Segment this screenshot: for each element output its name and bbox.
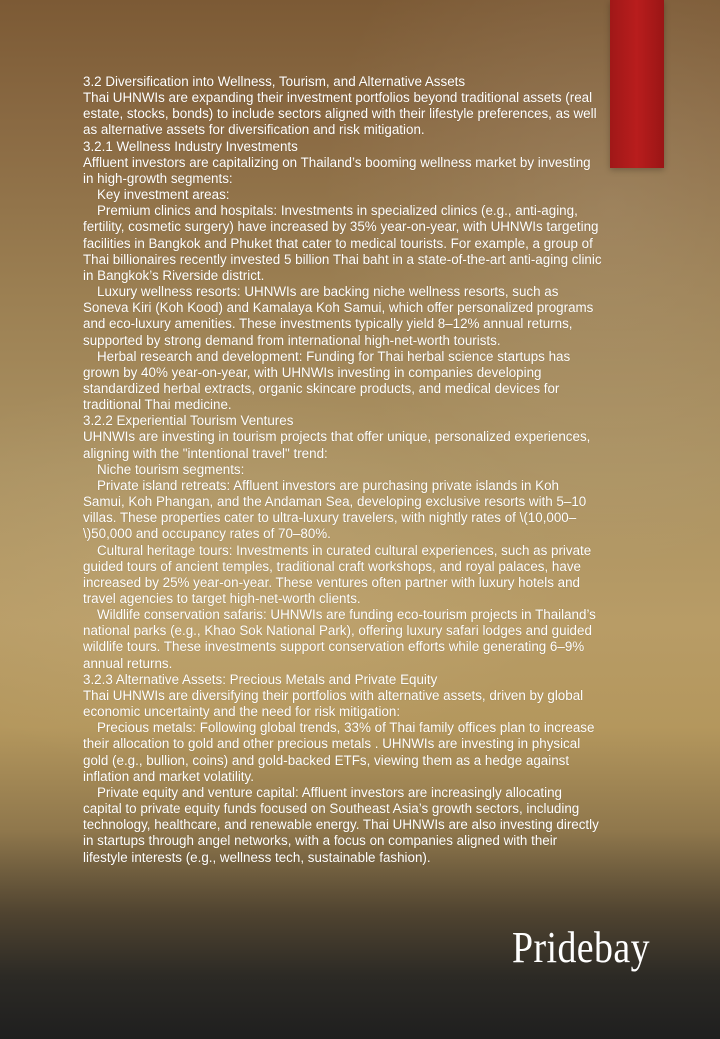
article-body [83,74,603,866]
tourism-item-heritage: Cultural heritage tours: Investments in curated cultural experiences, such as private guided tours of ancient temples, traditional craft workshops, and royal palaces, have increased by 25% year-on-year. These ventures often partner with luxury hotels and travel agencies to target high-net-worth clients. [83,542,592,606]
tourism-heading: 3.2.2 Experiential Tourism Ventures [83,413,294,429]
tourism-intro: UHNWIs are investing in tourism projects that offer unique, personalized experiences, aligning with the "intentional travel" trend: [83,429,591,461]
alternative-item-metals: Precious metals: Following global trends, 33% of Thai family offices plan to increase their allocation to gold and other precious metals . UHNWIs are investing in physical gold (e.g., bullion, coins) and gold-backed ETFs, viewing them as a hedge against inflation and market volatility. [83,720,595,784]
tourism-label: Niche tourism segments: [97,461,245,477]
alternative-heading: 3.2.3 Alternative Assets: Precious Metals and Private Equity [83,671,438,687]
wellness-label: Key investment areas: [97,187,230,203]
alternative-item-private-equity: Private equity and venture capital: Affluent investors are increasingly allocating capital to private equity funds focused on Southeast Asia’s growth sectors, including technology, healthcare, and renewable energy. Thai UHNWIs are also investing directly in startups through angel networks, with a focus on companies aligned with their lifestyle interests (e.g., wellness tech, sustainable fashion). [83,784,599,865]
wellness-intro: Affluent investors are capitalizing on Thailand’s booming wellness market by investing in high-growth segments: [83,154,591,186]
wellness-heading: 3.2.1 Wellness Industry Investments [83,138,298,154]
red-bookmark-ribbon [610,0,664,168]
tourism-item-safaris: Wildlife conservation safaris: UHNWIs are funding eco-tourism projects in Thailand’s national parks (e.g., Khao Sok National Park), offering luxury safari lodges and guided wildlife tours. These investments support conservation efforts while generating 6–9% annual returns. [83,607,596,671]
tourism-item-islands: Private island retreats: Affluent investors are purchasing private islands in Koh Samui, Koh Phangan, and the Andaman Sea, developing exclusive resorts with 5–10 villas. These properties cater to ultra-luxury travelers, with nightly rates of \(10,000–\)50,000 and occupancy rates of 70–80%. [83,477,587,542]
wellness-item-resorts: Luxury wellness resorts: UHNWIs are backing niche wellness resorts, such as Soneva Kiri (Koh Kood) and Kamalaya Koh Samui, which offer personalized programs and eco-luxury amenities. These investments typically yield 8–12% annual returns, supported by strong demand from international high-net-worth tourists. [83,284,594,348]
section-intro: Thai UHNWIs are expanding their investment portfolios beyond traditional assets (real estate, stocks, bonds) to include sectors aligned with their lifestyle preferences, as well as alternative assets for diversification and risk mitigation. [83,90,597,138]
wellness-item-clinics: Premium clinics and hospitals: Investments in specialized clinics (e.g., anti-aging, fertility, cosmetic surgery) have increased by 35% year-on-year, with UHNWIs targeting facilities in Bangkok and Phuket that cater to medical tourists. For example, a group of Thai billionaires recently invested 5 billion Thai baht in a state-of-the-art anti-aging clinic in Bangkok’s Riverside district. [83,203,602,283]
wellness-item-herbal: Herbal research and development: Funding for Thai herbal science startups has grown by 40% year-on-year, with UHNWIs investing in companies developing standardized herbal extracts, organic skincare products, and medical devices for traditional Thai medicine. [83,348,571,413]
alternative-intro: Thai UHNWIs are diversifying their portfolios with alternative assets, driven by global economic uncertainty and the need for risk mitigation: [83,687,584,720]
section-heading: 3.2 Diversification into Wellness, Tourism, and Alternative Assets [83,74,466,89]
pridebay-logo: Pridebay [512,923,650,972]
